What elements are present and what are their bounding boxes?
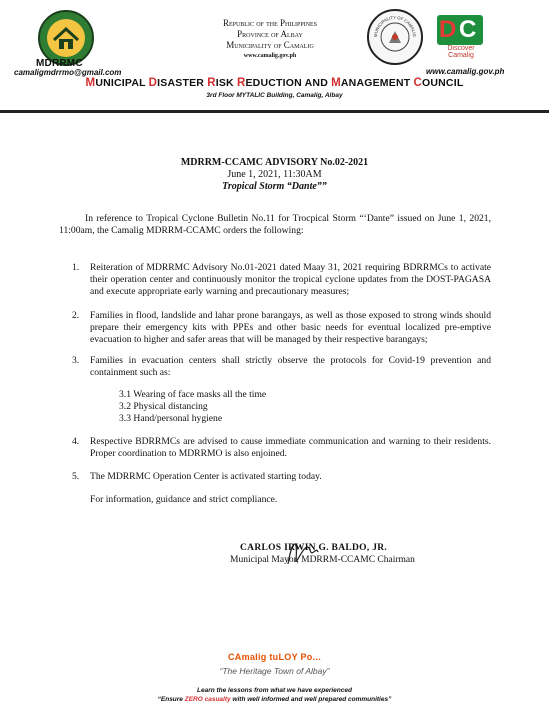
subitem: 3.1 Wearing of face masks all the time <box>119 389 267 400</box>
item-text: Reiteration of MDRRMC Advisory No.01-2021 dated Maay 31, 2021 requiring BDRRMCs to activate their operation center and continuously monitor the tropical cyclone updates from the DOST-PAGASA and execute appropriate early warning and precautionary measures; <box>90 262 491 297</box>
item-text: Respective BDRRMCs are advised to cause immediate communication and warning to their residents. Proper coordination to MDRRMO is also enjoined. <box>90 436 491 459</box>
seal-text: MUNICIPALITY OF CAMALIG <box>372 14 418 38</box>
footer-line-1: Learn the lessons from what we have experienced <box>197 687 352 694</box>
government-heading <box>190 18 350 62</box>
item-number: 5. <box>72 471 80 482</box>
heritage-tagline: “The Heritage Town of Albay” <box>219 666 330 676</box>
council-title: MUNICIPAL DISASTER RISK REDUCTION AND MANAGEMENT COUNCIL <box>85 77 464 89</box>
republic-line: Republic of the Philippines <box>222 18 318 28</box>
advisory-title: MDRRM-CCAMC ADVISORY No.02-2021 <box>180 157 369 168</box>
seal-icon <box>369 11 421 63</box>
subitem: 3.2 Physical distancing <box>119 401 208 412</box>
header-divider <box>0 110 549 113</box>
house-icon <box>40 12 92 64</box>
website-url: www.camalig.gov.ph <box>426 67 505 76</box>
item-number: 2. <box>72 310 80 321</box>
email-address: camaligmdrrmo@gmail.com <box>14 68 122 77</box>
item-text: Families in evacuation centers shall strictly observe the protocols for Covid-19 prevention and containment such as: <box>90 355 491 378</box>
tagline: CAmalig tuLOY Po... <box>227 652 322 662</box>
item-number: 3. <box>72 355 80 366</box>
intro-paragraph: In reference to Tropical Cyclone Bulletin No.11 for Trocpical Storm “‘Dante” issued on June 1, 2021, 11:00am, the Camalig MDRRM-CCAMC orders the following: <box>59 213 491 236</box>
province-line: Province of Albay <box>237 29 303 39</box>
web-small-line: www.camalig.gov.ph <box>243 53 297 59</box>
discover-camalig-logo: D C <box>437 15 483 45</box>
item-text: The MDRRMC Operation Center is activated starting today. <box>90 471 322 482</box>
org-short-name: MDRRMC <box>36 58 83 69</box>
footer-line-2: “Ensure ZERO casualty with well informed and well prepared communities” <box>157 696 392 703</box>
office-address: 3rd Floor MYTALIC Building, Camalig, Albay <box>206 92 343 99</box>
subitem: 3.3 Hand/personal hygiene <box>119 413 223 424</box>
municipality-line: Municipality of Camalig <box>226 40 314 50</box>
item-number: 4. <box>72 436 80 447</box>
item-text: Families in flood, landslide and lahar prone barangays, as well as those exposed to strong winds should prepare their emergency kits with PPEs and other basic needs for eventual localized pre-emptive evacuation to higher and safer areas that will be managed by their respective barangays; <box>90 310 491 345</box>
municipal-seal <box>367 9 423 65</box>
item-number: 1. <box>72 262 80 273</box>
svg-text:MUNICIPALITY OF CAMALIG · ALBA <box>369 11 417 37</box>
closing-line: For information, guidance and strict compliance. <box>90 494 278 505</box>
advisory-datetime: June 1, 2021, 11:30AM <box>227 169 322 180</box>
signatory-name: CARLOS IRWIN G. BALDO, JR. <box>240 543 388 553</box>
signatory-title: Municipal Mayor, MDRRM-CCAMC Chairman <box>230 555 415 565</box>
discover-camalig-caption: Discover Camalig <box>447 45 475 59</box>
advisory-storm: Tropical Storm “Dante”” <box>222 181 327 192</box>
